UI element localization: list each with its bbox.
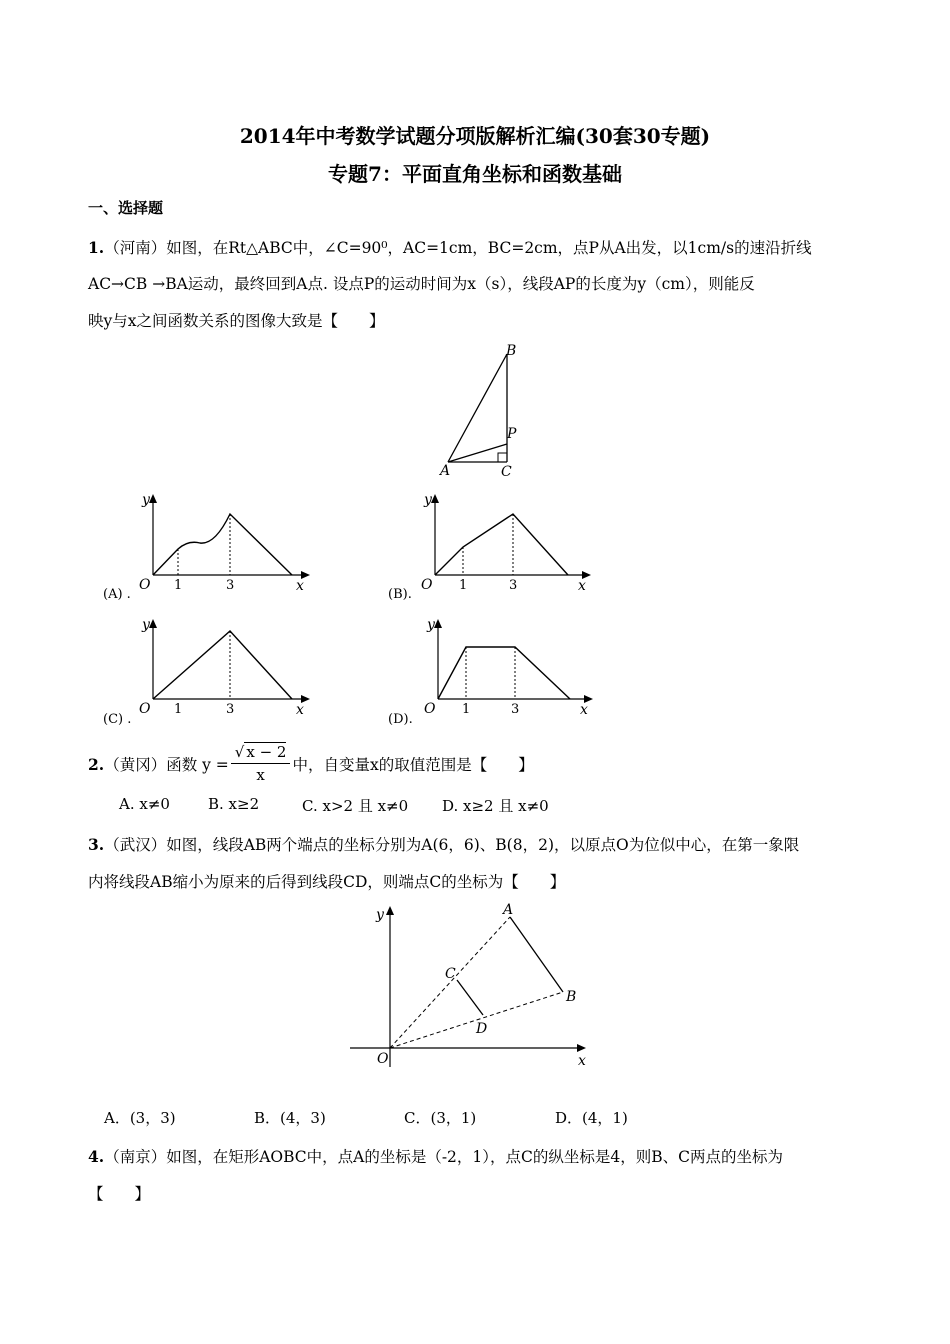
q1-line-1 [88, 236, 812, 258]
q4-number: 4. [88, 1147, 105, 1166]
graph-b-x: x [578, 578, 586, 594]
graph-c-y: y [142, 617, 150, 633]
q3-label-a: A [503, 902, 514, 918]
q2-number: 2. [88, 754, 105, 774]
q4-line-1 [88, 1145, 783, 1167]
tri-label-b: B [506, 343, 517, 359]
q3-label-y: y [376, 907, 384, 923]
q3-line-1 [88, 833, 799, 855]
q3-label-d: D [476, 1021, 488, 1037]
q3-text-1: （武汉）如图，线段AB两个端点的坐标分别为A(6，6)、B(8，2)，以原点O为位似中心，在第一象限 [104, 836, 800, 854]
q3-option-b[interactable]: B．(4，3) [254, 1109, 326, 1127]
page-title: 2014年中考数学试题分项版解析汇编(30套30专题) [239, 124, 711, 148]
graph-a-tick-3: 3 [226, 578, 235, 593]
graph-c-o: O [139, 701, 151, 717]
section-heading: 一、选择题 [88, 199, 164, 217]
q1-graph-b [388, 490, 608, 605]
tri-label-p: P [507, 426, 517, 442]
q2-radicand: x − 2 [246, 743, 287, 761]
graph-d-x: x [580, 702, 588, 718]
q1-text-1: （河南）如图，在Rt△ABC中，∠C=90⁰，AC=1cm，BC=2cm，点P从A出发，以1cm/s的速沿折线 [104, 239, 812, 257]
q1-graph-c [100, 615, 320, 730]
graph-a-tick-1: 1 [174, 578, 183, 593]
q3-label-c: C [445, 966, 456, 982]
q2-option-c[interactable]: C. x>2 且 x≠0 [302, 797, 409, 815]
tri-label-a: A [440, 463, 451, 479]
q2-line [88, 740, 534, 788]
graph-a-y: y [142, 492, 150, 508]
graph-a-x: x [296, 578, 304, 594]
q2-prefix: （黄冈）函数 y = [104, 756, 229, 774]
graph-b-y: y [424, 492, 432, 508]
q2-fraction [231, 745, 291, 783]
q1-graph-a [100, 490, 320, 605]
q2-denominator: x [256, 766, 265, 784]
q1-line-2: AC→CB →BA运动，最终回到A点. 设点P的运动时间为x（s），线段AP的长度为y（cm），则能反 [88, 275, 755, 293]
q2-option-a[interactable]: A. x≠0 [119, 795, 170, 813]
graph-b-o: O [421, 577, 433, 593]
graph-b-label: (B). [388, 587, 412, 602]
q1-number: 1. [88, 238, 105, 257]
q4-text-1: （南京）如图，在矩形AOBC中，点A的坐标是（-2，1），点C的纵坐标是4，则B、C两点的坐标为 [104, 1148, 784, 1166]
q4-line-2: 【 】 [88, 1185, 151, 1203]
q3-option-a[interactable]: A．(3，3) [104, 1109, 176, 1127]
q2-numerator: √ x − 2 [231, 745, 291, 764]
page-subtitle: 专题7：平面直角坐标和函数基础 [328, 162, 622, 186]
graph-b-tick-3: 3 [509, 578, 518, 593]
graph-d-o: O [424, 701, 436, 717]
graph-c-tick-1: 1 [174, 702, 183, 717]
graph-c-tick-3: 3 [226, 702, 235, 717]
graph-d-y: y [427, 617, 435, 633]
graph-b-tick-1: 1 [459, 578, 468, 593]
q1-graph-d [388, 615, 608, 730]
q2-option-b[interactable]: B. x≥2 [208, 795, 260, 813]
graph-c-x: x [296, 702, 304, 718]
graph-d-tick-3: 3 [511, 702, 520, 717]
q3-number: 3. [88, 835, 105, 854]
q3-label-b: B [566, 989, 577, 1005]
q1-line-3: 映y与x之间函数关系的图像大致是【 】 [88, 312, 385, 330]
graph-d-tick-1: 1 [462, 702, 471, 717]
q1-triangle-figure [430, 342, 530, 482]
q3-figure [345, 902, 595, 1072]
q2-suffix: 中，自变量x的取值范围是【 】 [292, 756, 534, 774]
graph-a-label: (A) . [103, 587, 131, 602]
q3-label-o: O [377, 1051, 389, 1067]
q3-label-x: x [578, 1053, 586, 1069]
graph-d-label: (D). [388, 712, 413, 727]
q3-option-d[interactable]: D．(4，1) [555, 1109, 628, 1127]
graph-c-label: (C) . [103, 712, 132, 727]
graph-a-o: O [139, 577, 151, 593]
q3-option-c[interactable]: C．(3，1) [404, 1109, 477, 1127]
q3-line-2: 内将线段AB缩小为原来的后得到线段CD，则端点C的坐标为【 】 [88, 873, 566, 891]
tri-label-c: C [501, 464, 512, 480]
q2-option-d[interactable]: D. x≥2 且 x≠0 [442, 797, 549, 815]
